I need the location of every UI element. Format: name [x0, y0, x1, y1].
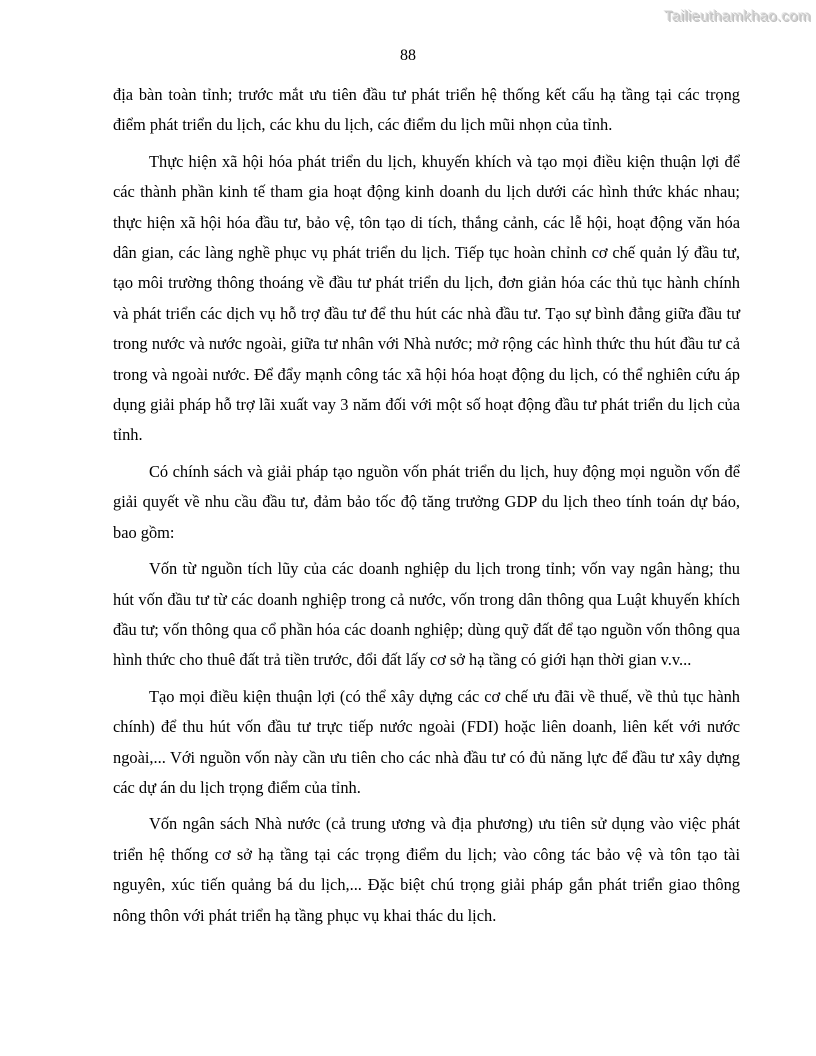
document-body	[113, 80, 740, 937]
page-number: 88	[400, 47, 416, 64]
paragraph: Vốn ngân sách Nhà nước (cả trung ương và địa phương) ưu tiên sử dụng vào việc phát triển hệ thống cơ sở hạ tầng tại các trọng điểm du lịch; vào công tác bảo vệ và tôn tạo tài nguyên, xúc tiến quảng bá du lịch,... Đặc biệt chú trọng giải pháp gắn phát triển giao thông nông thôn với phát triển hạ tầng phục vụ khai thác du lịch.	[113, 814, 740, 925]
paragraph: Thực hiện xã hội hóa phát triển du lịch, khuyến khích và tạo mọi điều kiện thuận lợi để các thành phần kinh tế tham gia hoạt động kinh doanh du lịch dưới các hình thức khác nhau; thực hiện xã hội hóa đầu tư, bảo vệ, tôn tạo di tích, thắng cảnh, các lễ hội, hoạt động văn hóa dân gian, các làng nghề phục vụ phát triển du lịch. Tiếp tục hoàn chỉnh cơ chế quản lý đầu tư, tạo môi trường thông thoáng về đầu tư phát triển du lịch, đơn giản hóa các thủ tục hành chính và phát triển các dịch vụ hỗ trợ đầu tư để thu hút các nhà đầu tư. Tạo sự bình đẳng giữa đầu tư trong nước và nước ngoài, giữa tư nhân với Nhà nước; mở rộng các hình thức thu hút đầu tư cả trong và ngoài nước. Để đẩy mạnh công tác xã hội hóa hoạt động du lịch, có thể nghiên cứu áp dụng giải pháp hỗ trợ lãi xuất vay 3 năm đối với một số hoạt động đầu tư phát triển du lịch của tỉnh.	[113, 151, 740, 445]
paragraph: Tạo mọi điều kiện thuận lợi (có thể xây dựng các cơ chế ưu đãi về thuế, về thủ tục hành chính) để thu hút vốn đầu tư trực tiếp nước ngoài (FDI) hoặc liên doanh, liên kết với nước ngoài,... Với nguồn vốn này cần ưu tiên cho các nhà đầu tư có đủ năng lực để đầu tư xây dựng các dự án du lịch trọng điểm của tỉnh.	[113, 686, 740, 797]
paragraph: Vốn từ nguồn tích lũy của các doanh nghiệp du lịch trong tỉnh; vốn vay ngân hàng; thu hút vốn đầu tư từ các doanh nghiệp trong cả nước, vốn trong dân thông qua Luật khuyến khích đầu tư; vốn thông qua cổ phần hóa các doanh nghiệp; dùng quỹ đất để tạo nguồn vốn thông qua hình thức cho thuê đất trả tiền trước, đổi đất lấy cơ sở hạ tầng có giới hạn thời gian v.v...	[113, 559, 740, 670]
paragraph: địa bàn toàn tỉnh; trước mắt ưu tiên đầu tư phát triển hệ thống kết cấu hạ tầng tại các trọng điểm phát triển du lịch, các khu du lịch, các điểm du lịch mũi nhọn của tỉnh.	[113, 85, 740, 135]
paragraph: Có chính sách và giải pháp tạo nguồn vốn phát triển du lịch, huy động mọi nguồn vốn để giải quyết về nhu cầu đầu tư, đảm bảo tốc độ tăng trưởng GDP du lịch theo tính toán dự báo, bao gồm:	[113, 461, 740, 542]
watermark-text: Tailieuthamkhao.com	[664, 8, 811, 25]
